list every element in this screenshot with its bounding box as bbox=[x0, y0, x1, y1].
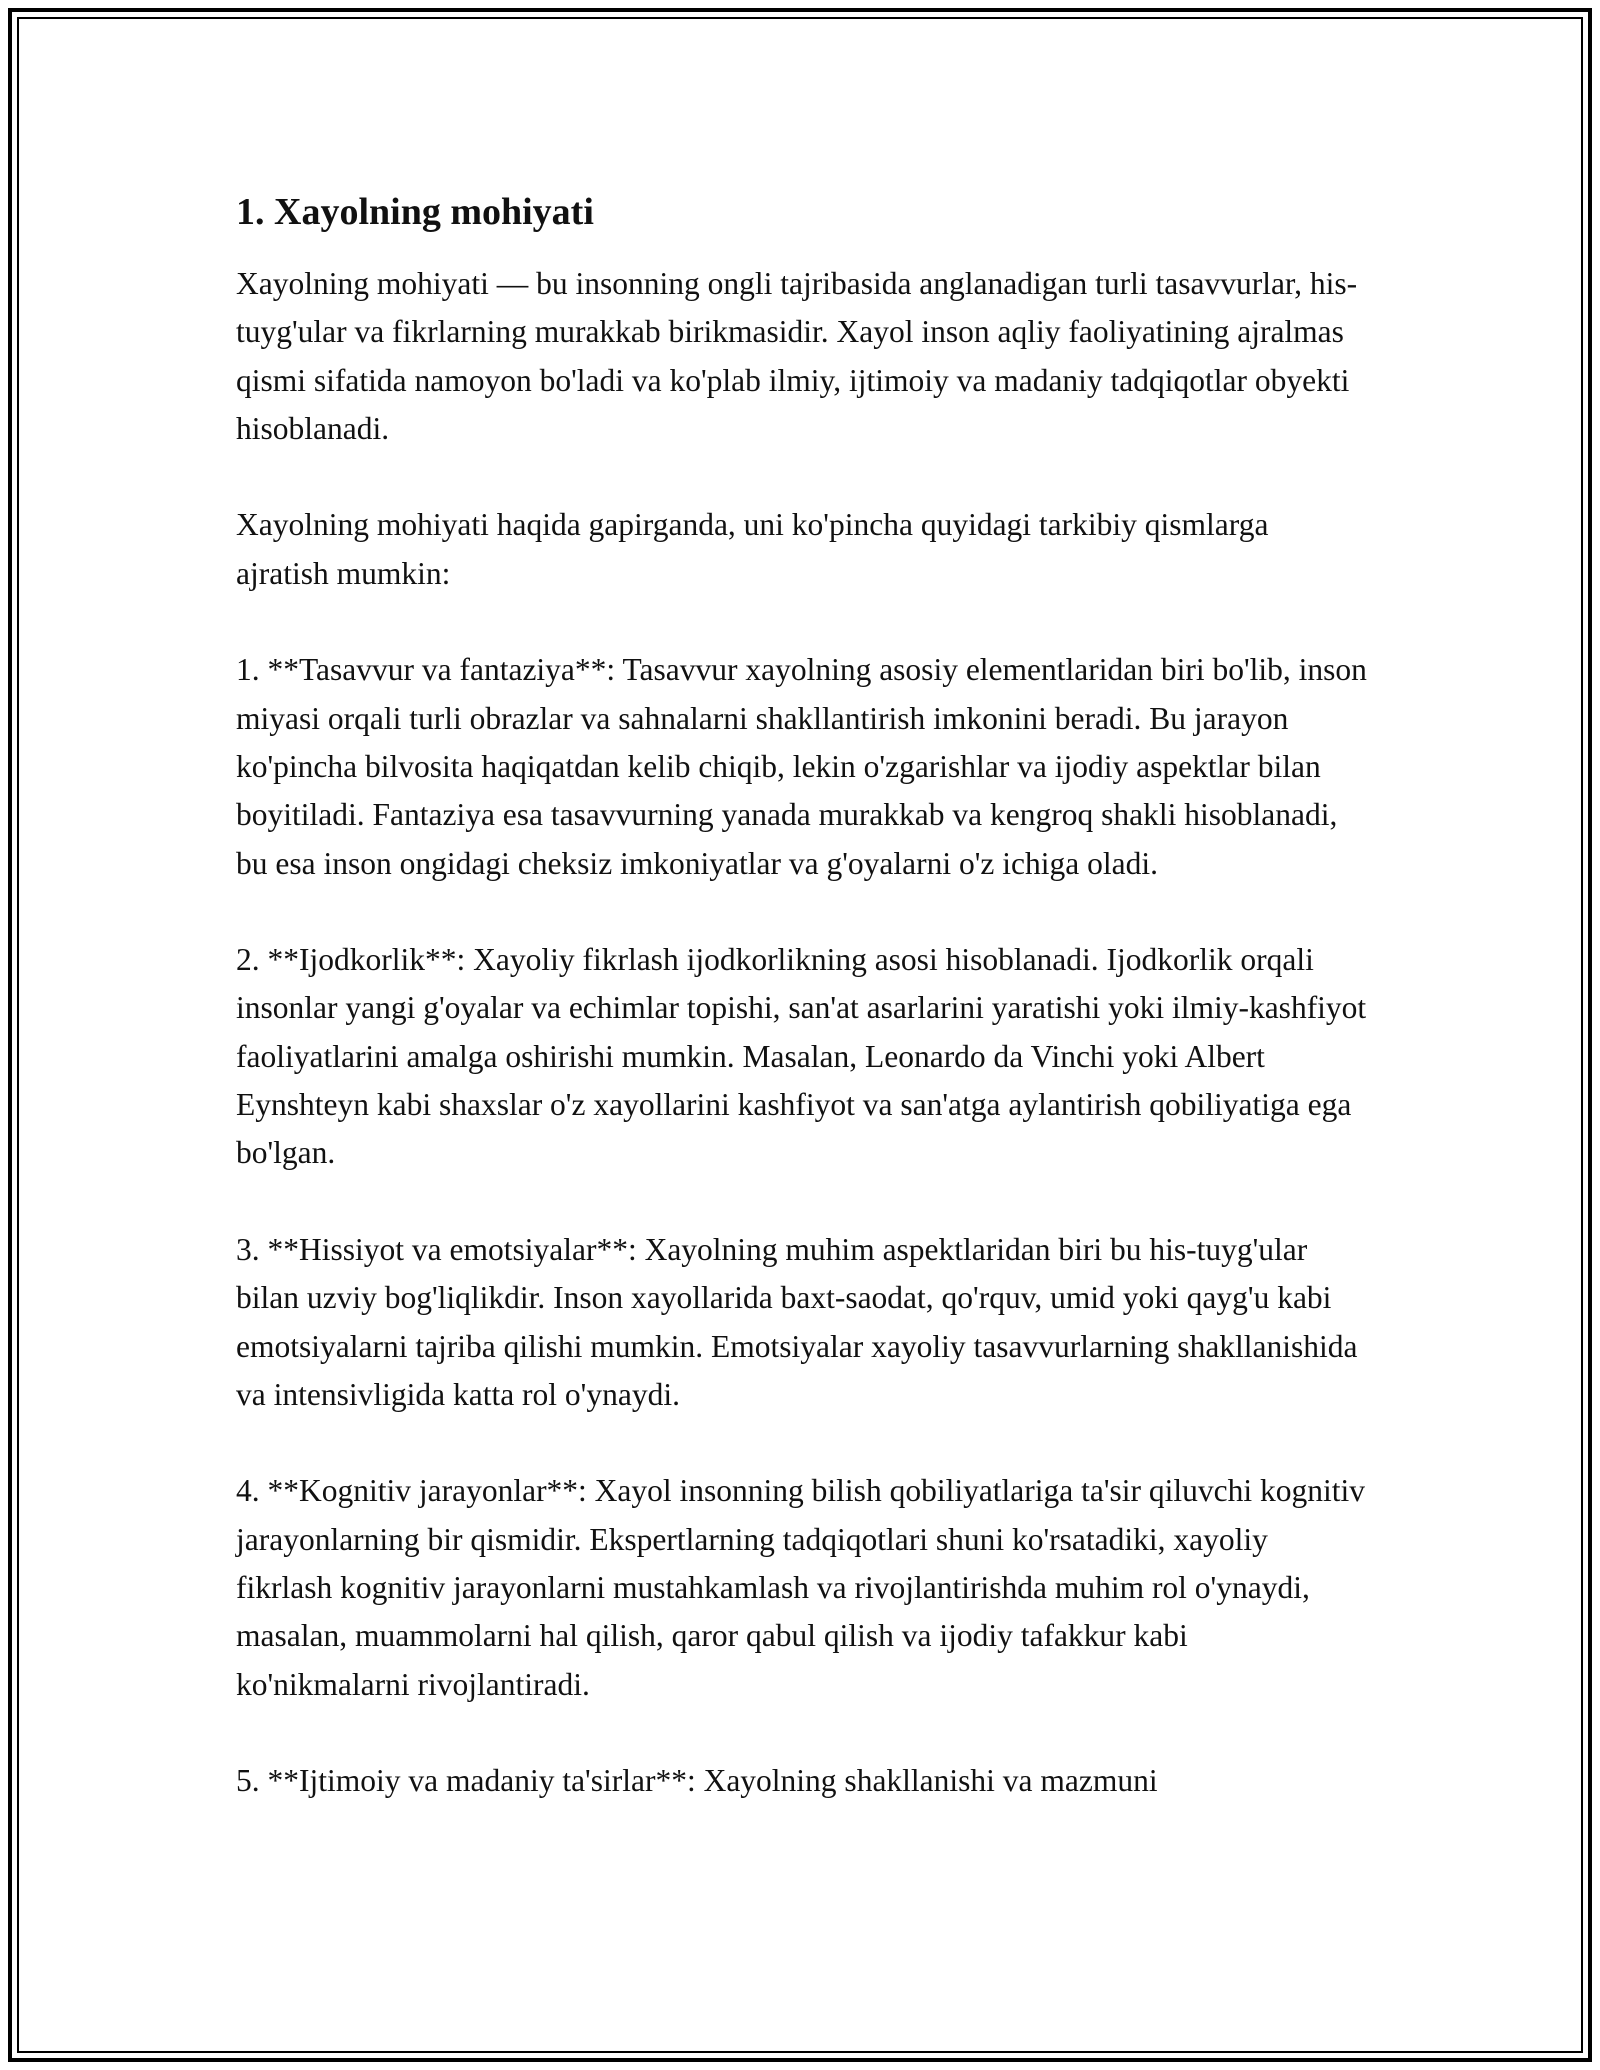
paragraph-social-cultural: 5. **Ijtimoiy va madaniy ta'sirlar**: Xayolning shakllanishi va mazmuni bbox=[236, 1763, 1158, 1799]
paragraph-cognitive-processes: 4. **Kognitiv jarayonlar**: Xayol insonning bilish qobiliyatlariga ta'sir qiluvchi kognitiv jarayonlarning bir qismidir. Ekspertlarning tadqiqotlari shuni ko'rsatadiki, xayoliy fikrlash kognitiv jarayonlarni mustahkamlash va rivojlantirishda muhim rol o'ynaydi, masalan, muammolarni hal qilish, qaror qabul qilish va ijodiy tafakkur kabi ko'nikmalarni rivojlantiradi. bbox=[236, 1473, 1366, 1702]
section-heading: 1. Xayolning mohiyati bbox=[236, 191, 594, 233]
paragraph-intro: Xayolning mohiyati — bu insonning ongli tajribasida anglanadigan turli tasavvurlar, his-tuyg'ular va fikrlarning murakkab birikmasidir. Xayol inson aqliy faoliyatining ajralmas qismi sifatida namoyon bo'ladi va ko'plab ilmiy, ijtimoiy va madaniy tadqiqotlar obyekti hisoblanadi. bbox=[236, 266, 1358, 446]
paragraph-imagination-fantasy: 1. **Tasavvur va fantaziya**: Tasavvur xayolning asosiy elementlaridan biri bo'lib, inson miyasi orqali turli obrazlar va sahnalarni shakllantirish imkonini beradi. Bu jarayon ko'pincha bilvosita haqiqatdan kelib chiqib, lekin o'zgarishlar va ijodiy aspektlar bilan boyitiladi. Fantaziya esa tasavvurning yanada murakkab va kengroq shakli hisoblanadi, bu esa inson ongidagi cheksiz imkoniyatlar va g'oyalarni o'z ichiga oladi. bbox=[236, 652, 1367, 881]
paragraph-emotions: 3. **Hissiyot va emotsiyalar**: Xayolning muhim aspektlaridan biri bu his-tuyg'ular bilan uzviy bog'liqlikdir. Inson xayollarida baxt-saodat, qo'rquv, umid yoki qayg'u kabi emotsiyalarni tajriba qilishi mumkin. Emotsiyalar xayoliy tasavvurlarning shakllanishida va intensivligida katta rol o'ynaydi. bbox=[236, 1231, 1358, 1412]
document-body bbox=[236, 186, 1368, 1806]
paragraph-components-intro: Xayolning mohiyati haqida gapirganda, uni ko'pincha quyidagi tarkibiy qismlarga ajratish mumkin: bbox=[236, 507, 1269, 591]
paragraph-creativity: 2. **Ijodkorlik**: Xayoliy fikrlash ijodkorlikning asosi hisoblanadi. Ijodkorlik orqali insonlar yangi g'oyalar va echimlar topishi, san'at asarlarini yaratishi yoki ilmiy-kashfiyot faoliyatlarini amalga oshirishi mumkin. Masalan, Leonardo da Vinchi yoki Albert Eynshteyn kabi shaxslar o'z xayollarini kashfiyot va san'atga aylantirish qobiliyatiga ega bo'lgan. bbox=[236, 942, 1367, 1171]
